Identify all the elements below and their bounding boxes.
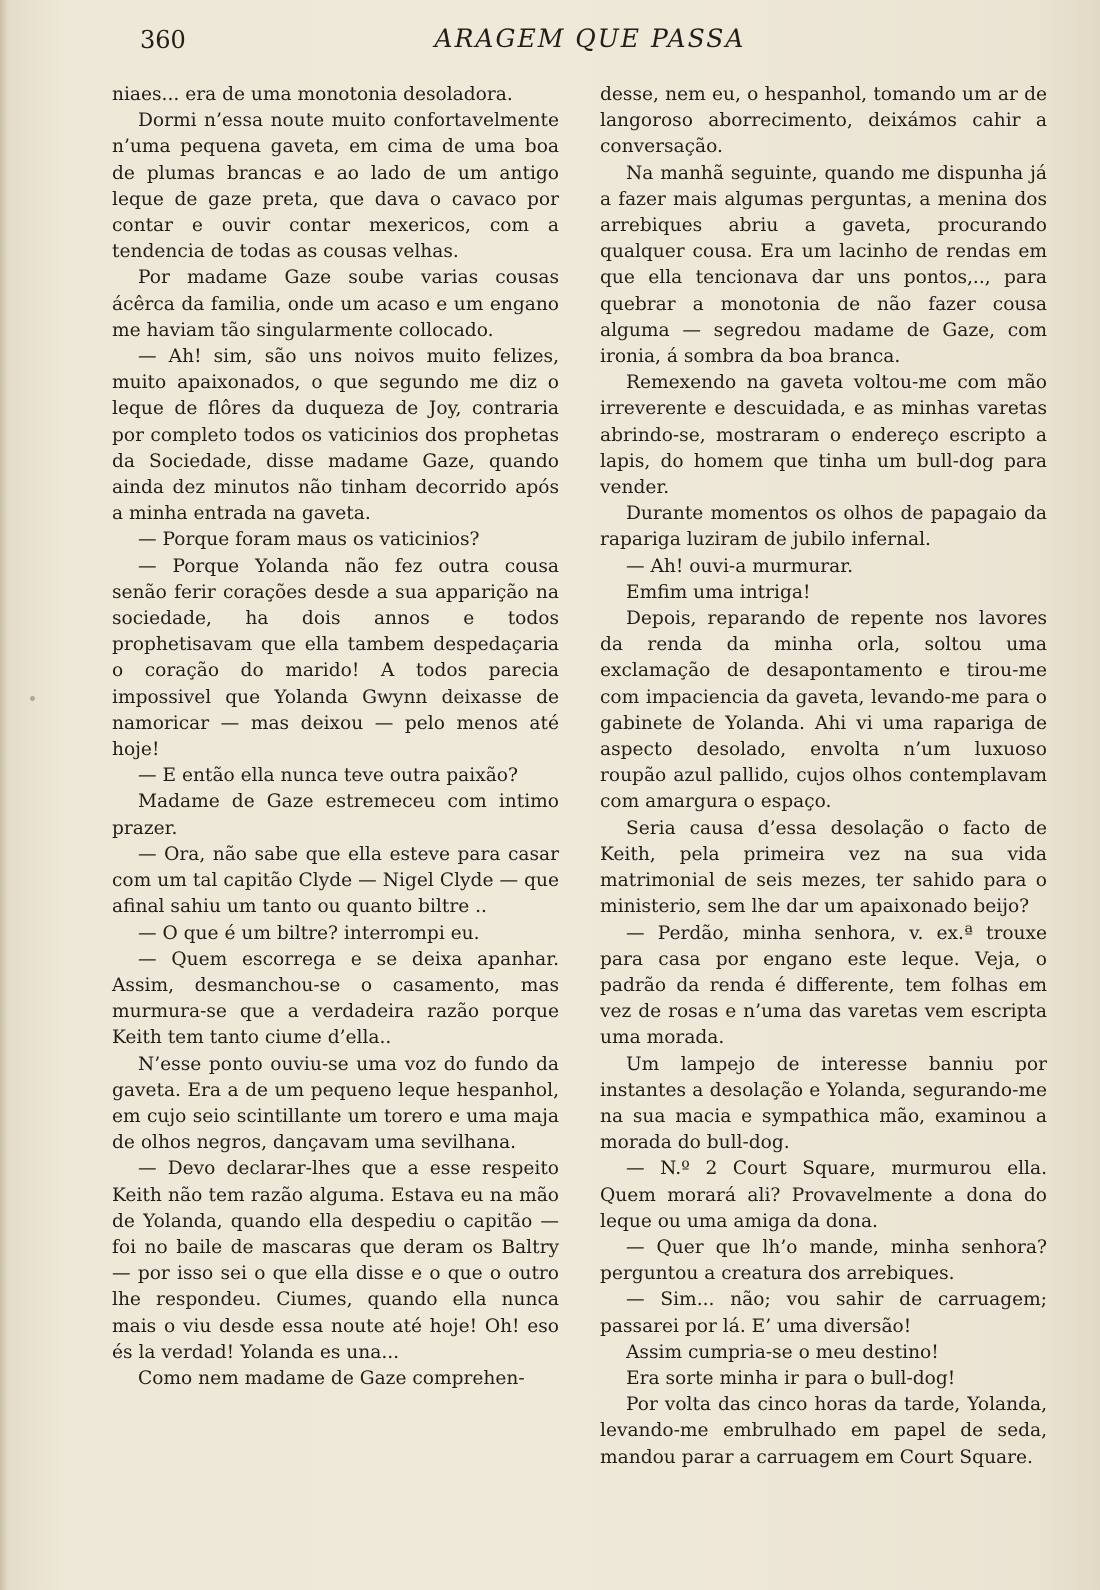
- paragraph: Por madame Gaze soube varias cousas ácêrca da familia, onde um acaso e um engano me haviam tão singularmente collocado.: [112, 267, 559, 341]
- paragraph: Dormi n’essa noute muito confortavelmente n’uma pequena gaveta, em cima de uma boa de plumas brancas e ao lado de um antigo leque de gaze preta, que dava o cavaco por contar e ouvir contar mexericos, com a tendencia de todas as cousas velhas.: [112, 110, 559, 263]
- running-title: ARAGEM QUE PASSA: [434, 24, 746, 53]
- paragraph: — Perdão, minha senhora, v. ex.ª trouxe para casa por engano este leque. Veja, o padrão da renda é differente, tem folhas em vez de rosas e n’uma das varetas vem escripta uma morada.: [600, 922, 1047, 1049]
- paragraph: — Porque Yolanda não fez outra cousa senão ferir corações desde a sua apparição na sociedade, ha dois annos e todos prophetisavam que ella tambem despedaçaria o coração do marido! A todos parecia impossivel que Yolanda Gwynn deixasse de namoricar — mas deixou — pelo menos até hoje!: [112, 555, 559, 761]
- paragraph: Como nem madame de Gaze comprehen-: [138, 1367, 525, 1389]
- right-text-column: [600, 82, 1047, 1471]
- paragraph: Emfim uma intriga!: [626, 581, 811, 603]
- paragraph: Por volta das cinco horas da tarde, Yolanda, levando-me embrulhado em papel de seda, mandou parar a carruagem em Court Square.: [600, 1394, 1047, 1468]
- paragraph: Na manhã seguinte, quando me dispunha já a fazer mais algumas perguntas, a menina dos arrebiques abriu a gaveta, procurando qualquer cousa. Era um lacinho de rendas em que ella tencionava dar uns pontos,.., para quebrar a monotonia de não fazer cousa alguma — segredou madame de Gaze, com ironia, á sombra da boa branca.: [600, 162, 1047, 368]
- paragraph: Assim cumpria-se o meu destino!: [626, 1341, 939, 1363]
- paragraph: — O que é um biltre? interrompi eu.: [138, 922, 480, 944]
- ink-speck: [30, 696, 35, 701]
- paragraph: — Porque foram maus os vaticinios?: [138, 529, 480, 551]
- paragraph: — Ah! sim, são uns noivos muito felizes, muito apaixonados, o que segundo me diz o leque de flôres da duqueza de Joy, contraria por completo todos os vaticinios dos prophetas da Sociedade, disse madame Gaze, quando ainda dez minutos não tinham decorrido após a minha entrada na gaveta.: [112, 346, 559, 525]
- paragraph: — E então ella nunca teve outra paixão?: [138, 765, 518, 787]
- paragraph: N’esse ponto ouviu-se uma voz do fundo da gaveta. Era a de um pequeno leque hespanhol, em cujo seio scintillante um torero e uma maja de olhos negros, dançavam uma sevilhana.: [112, 1053, 559, 1154]
- page-number: 360: [140, 26, 186, 54]
- paragraph: — Ah! ouvi-a murmurar.: [626, 555, 854, 577]
- paragraph: Madame de Gaze estremeceu com intimo prazer.: [112, 791, 559, 839]
- paragraph: — Ora, não sabe que ella esteve para casar com um tal capitão Clyde — Nigel Clyde — que afinal sahiu um tanto ou quanto biltre ..: [112, 843, 559, 918]
- paragraph: desse, nem eu, o hespanhol, tomando um ar de langoroso aborrecimento, deixámos cahir a conversação.: [600, 84, 1047, 158]
- paragraph: niaes... era de uma monotonia desoladora.: [112, 84, 513, 105]
- paragraph: Depois, reparando de repente nos lavores da renda da minha orla, soltou uma exclamação de desapontamento e tirou-me com impaciencia da gaveta, levando-me para o gabinete de Yolanda. Ahi vi uma rapariga de aspecto desolado, envolta n’um luxuoso roupão azul pallido, cujos olhos contemplavam com amargura o espaço.: [600, 608, 1047, 813]
- page-edge-shadow: [0, 0, 8, 1590]
- paragraph: — Devo declarar-lhes que a esse respeito Keith não tem razão alguma. Estava eu na mão de Yolanda, quando ella despediu o capitão — foi no baile de mascaras que deram os Baltry — por isso sei o que ella disse e o que o outro lhe respondeu. Ciumes, quando ella nunca mais o viu desde essa noute até hoje! Oh! eso és la verdad! Yolanda es una...: [112, 1158, 559, 1363]
- paragraph: Um lampejo de interesse banniu por instantes a desolação e Yolanda, segurando-me na sua macia e sympathica mão, examinou a morada do bull-dog.: [600, 1053, 1047, 1154]
- paragraph: Seria causa d’essa desolação o facto de Keith, pela primeira vez na sua vida matrimonial de seis mezes, ter sahido para o ministerio, sem lhe dar um apaixonado beijo?: [600, 817, 1047, 918]
- paragraph: — Quer que lh’o mande, minha senhora? perguntou a creatura dos arrebiques.: [600, 1236, 1047, 1285]
- paragraph: Durante momentos os olhos de papagaio da rapariga luziram de jubilo infernal.: [600, 503, 1047, 551]
- paragraph: Era sorte minha ir para o bull-dog!: [626, 1367, 956, 1389]
- paragraph: Remexendo na gaveta voltou-me com mão irreverente e descuidada, e as minhas varetas abrindo-se, mostraram o endereço escripto a lapis, do homem que tinha um bull-dog para vender.: [600, 372, 1047, 499]
- paragraph: — Quem escorrega e se deixa apanhar. Assim, desmanchou-se o casamento, mas murmura-se que a verdadeira razão porque Keith tem tanto ciume d’ella..: [112, 948, 559, 1049]
- paragraph: — Sim... não; vou sahir de carruagem; passarei por lá. E’ uma diversão!: [600, 1289, 1047, 1337]
- page-header: [0, 20, 1100, 60]
- left-text-column: [112, 82, 559, 1392]
- paragraph: — N.º 2 Court Square, murmurou ella. Quem morará ali? Provavelmente a dona do leque ou uma amiga da dona.: [600, 1158, 1047, 1232]
